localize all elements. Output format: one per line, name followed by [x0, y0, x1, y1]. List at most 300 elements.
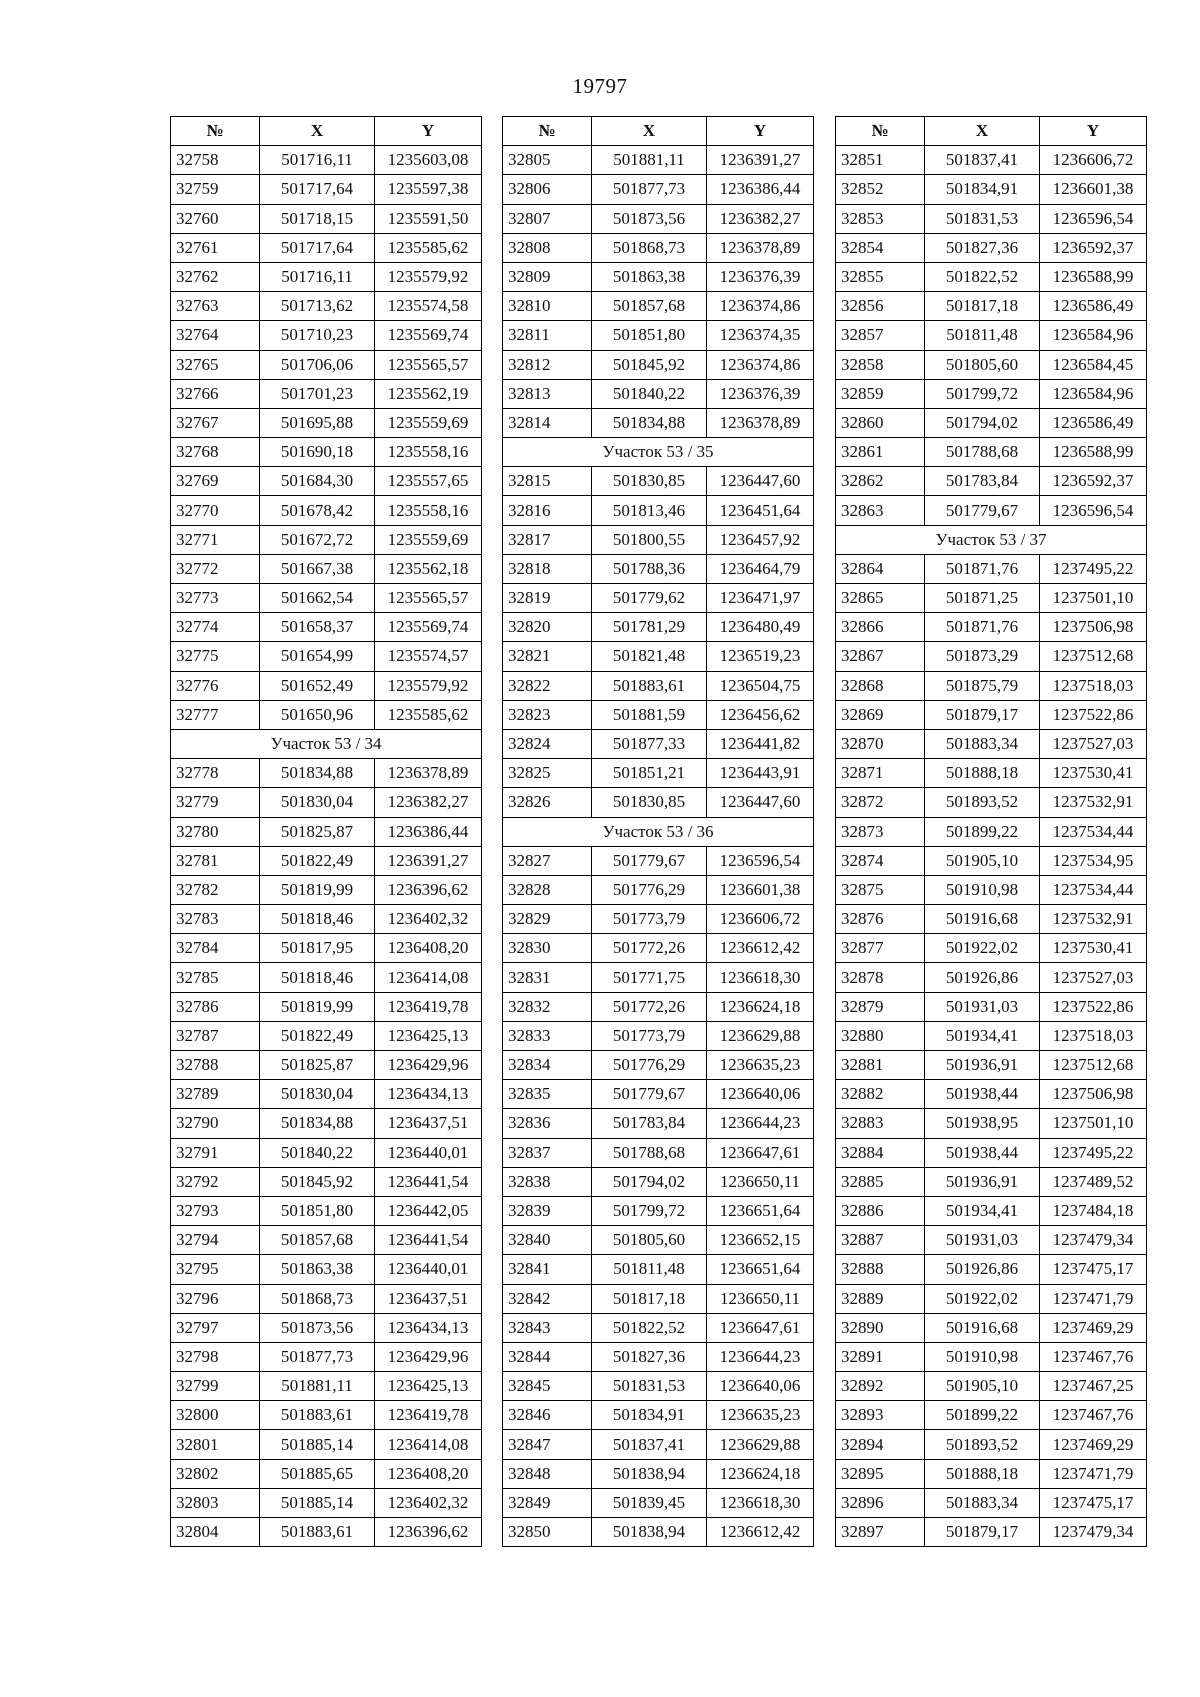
y-coordinate-cell: 1236443,91 — [707, 759, 814, 788]
y-coordinate-cell: 1237534,44 — [1040, 817, 1147, 846]
y-coordinate-cell: 1236386,44 — [375, 817, 482, 846]
point-number-cell: 32784 — [171, 934, 260, 963]
point-number-cell: 32845 — [503, 1372, 592, 1401]
point-number-cell: 32796 — [171, 1284, 260, 1313]
table-row — [836, 934, 1147, 963]
point-number-cell: 32774 — [171, 613, 260, 642]
table-row — [503, 759, 814, 788]
y-coordinate-cell: 1236441,54 — [375, 1167, 482, 1196]
point-number-cell: 32848 — [503, 1459, 592, 1488]
point-number-cell: 32792 — [171, 1167, 260, 1196]
y-coordinate-cell: 1236640,06 — [707, 1372, 814, 1401]
header-number: № — [503, 117, 592, 146]
y-coordinate-cell: 1235591,50 — [375, 204, 482, 233]
y-coordinate-cell: 1236635,23 — [707, 1051, 814, 1080]
y-coordinate-cell: 1237534,95 — [1040, 846, 1147, 875]
y-coordinate-cell: 1236374,35 — [707, 321, 814, 350]
x-coordinate-cell: 501821,48 — [592, 642, 707, 671]
point-number-cell: 32882 — [836, 1080, 925, 1109]
table-row — [171, 262, 482, 291]
x-coordinate-cell: 501851,21 — [592, 759, 707, 788]
x-coordinate-cell: 501834,88 — [260, 759, 375, 788]
point-number-cell: 32832 — [503, 992, 592, 1021]
x-coordinate-cell: 501822,52 — [925, 262, 1040, 291]
x-coordinate-cell: 501690,18 — [260, 438, 375, 467]
x-coordinate-cell: 501851,80 — [260, 1196, 375, 1225]
x-coordinate-cell: 501771,75 — [592, 963, 707, 992]
y-coordinate-cell: 1235557,65 — [375, 467, 482, 496]
point-number-cell: 32874 — [836, 846, 925, 875]
table-row — [171, 496, 482, 525]
table-row — [503, 671, 814, 700]
y-coordinate-cell: 1235565,57 — [375, 584, 482, 613]
y-coordinate-cell: 1235562,18 — [375, 554, 482, 583]
y-coordinate-cell: 1236425,13 — [375, 1372, 482, 1401]
table-row — [503, 1518, 814, 1547]
x-coordinate-cell: 501888,18 — [925, 759, 1040, 788]
x-coordinate-cell: 501905,10 — [925, 846, 1040, 875]
point-number-cell: 32759 — [171, 175, 260, 204]
x-coordinate-cell: 501822,52 — [592, 1313, 707, 1342]
point-number-cell: 32831 — [503, 963, 592, 992]
y-coordinate-cell: 1237532,91 — [1040, 788, 1147, 817]
x-coordinate-cell: 501885,14 — [260, 1430, 375, 1459]
point-number-cell: 32885 — [836, 1167, 925, 1196]
y-coordinate-cell: 1236606,72 — [1040, 146, 1147, 175]
point-number-cell: 32896 — [836, 1488, 925, 1517]
point-number-cell: 32864 — [836, 554, 925, 583]
x-coordinate-cell: 501701,23 — [260, 379, 375, 408]
table-row — [171, 1167, 482, 1196]
point-number-cell: 32818 — [503, 554, 592, 583]
table-row — [171, 963, 482, 992]
x-coordinate-cell: 501837,41 — [925, 146, 1040, 175]
table-row — [503, 379, 814, 408]
table-row — [503, 525, 814, 554]
point-number-cell: 32844 — [503, 1342, 592, 1371]
point-number-cell: 32828 — [503, 875, 592, 904]
table-row — [171, 467, 482, 496]
table-row — [836, 1138, 1147, 1167]
x-coordinate-cell: 501868,73 — [260, 1284, 375, 1313]
y-coordinate-cell: 1235574,58 — [375, 292, 482, 321]
x-coordinate-cell: 501818,46 — [260, 905, 375, 934]
point-number-cell: 32893 — [836, 1401, 925, 1430]
y-coordinate-cell: 1236447,60 — [707, 467, 814, 496]
table-row — [836, 1401, 1147, 1430]
x-coordinate-cell: 501839,45 — [592, 1488, 707, 1517]
table-row — [171, 1313, 482, 1342]
y-coordinate-cell: 1236374,86 — [707, 350, 814, 379]
x-coordinate-cell: 501794,02 — [592, 1167, 707, 1196]
point-number-cell: 32819 — [503, 584, 592, 613]
table-row — [836, 408, 1147, 437]
y-coordinate-cell: 1237495,22 — [1040, 554, 1147, 583]
table-row — [503, 350, 814, 379]
x-coordinate-cell: 501652,49 — [260, 671, 375, 700]
y-coordinate-cell: 1237512,68 — [1040, 1051, 1147, 1080]
table-row — [171, 1372, 482, 1401]
y-coordinate-cell: 1237506,98 — [1040, 1080, 1147, 1109]
y-coordinate-cell: 1236650,11 — [707, 1284, 814, 1313]
y-coordinate-cell: 1237471,79 — [1040, 1459, 1147, 1488]
table-row — [836, 292, 1147, 321]
x-coordinate-cell: 501926,86 — [925, 1255, 1040, 1284]
point-number-cell: 32880 — [836, 1021, 925, 1050]
point-number-cell: 32760 — [171, 204, 260, 233]
point-number-cell: 32816 — [503, 496, 592, 525]
point-number-cell: 32830 — [503, 934, 592, 963]
table-row — [503, 963, 814, 992]
x-coordinate-cell: 501883,61 — [592, 671, 707, 700]
section-row — [503, 817, 814, 846]
header-y: Y — [707, 117, 814, 146]
point-number-cell: 32859 — [836, 379, 925, 408]
point-number-cell: 32897 — [836, 1518, 925, 1547]
x-coordinate-cell: 501695,88 — [260, 408, 375, 437]
table-row — [836, 1226, 1147, 1255]
y-coordinate-cell: 1236588,99 — [1040, 438, 1147, 467]
table-row — [503, 1196, 814, 1225]
x-coordinate-cell: 501893,52 — [925, 788, 1040, 817]
table-row — [171, 1459, 482, 1488]
header-x: X — [925, 117, 1040, 146]
coordinate-table-3 — [835, 116, 1147, 1547]
point-number-cell: 32812 — [503, 350, 592, 379]
point-number-cell: 32803 — [171, 1488, 260, 1517]
x-coordinate-cell: 501783,84 — [925, 467, 1040, 496]
point-number-cell: 32761 — [171, 233, 260, 262]
x-coordinate-cell: 501851,80 — [592, 321, 707, 350]
x-coordinate-cell: 501931,03 — [925, 992, 1040, 1021]
table-body — [171, 146, 482, 1547]
x-coordinate-cell: 501885,14 — [260, 1488, 375, 1517]
x-coordinate-cell: 501877,73 — [260, 1342, 375, 1371]
y-coordinate-cell: 1237469,29 — [1040, 1313, 1147, 1342]
x-coordinate-cell: 501910,98 — [925, 1342, 1040, 1371]
x-coordinate-cell: 501873,56 — [592, 204, 707, 233]
x-coordinate-cell: 501881,11 — [592, 146, 707, 175]
y-coordinate-cell: 1236425,13 — [375, 1021, 482, 1050]
x-coordinate-cell: 501684,30 — [260, 467, 375, 496]
table-row — [503, 1080, 814, 1109]
table-row — [171, 1109, 482, 1138]
table-row — [836, 729, 1147, 758]
x-coordinate-cell: 501717,64 — [260, 233, 375, 262]
x-coordinate-cell: 501788,36 — [592, 554, 707, 583]
coordinate-table-1 — [170, 116, 482, 1547]
point-number-cell: 32866 — [836, 613, 925, 642]
x-coordinate-cell: 501779,62 — [592, 584, 707, 613]
point-number-cell: 32889 — [836, 1284, 925, 1313]
point-number-cell: 32855 — [836, 262, 925, 291]
table-row — [836, 1284, 1147, 1313]
point-number-cell: 32870 — [836, 729, 925, 758]
y-coordinate-cell: 1235558,16 — [375, 496, 482, 525]
table-row — [171, 905, 482, 934]
section-row — [171, 729, 482, 758]
x-coordinate-cell: 501658,37 — [260, 613, 375, 642]
table-row — [171, 408, 482, 437]
point-number-cell: 32782 — [171, 875, 260, 904]
x-coordinate-cell: 501667,38 — [260, 554, 375, 583]
x-coordinate-cell: 501871,76 — [925, 554, 1040, 583]
point-number-cell: 32856 — [836, 292, 925, 321]
table-row — [503, 204, 814, 233]
page-number: 19797 — [572, 74, 628, 98]
point-number-cell: 32802 — [171, 1459, 260, 1488]
y-coordinate-cell: 1236464,79 — [707, 554, 814, 583]
point-number-cell: 32881 — [836, 1051, 925, 1080]
y-coordinate-cell: 1235559,69 — [375, 408, 482, 437]
table-row — [836, 321, 1147, 350]
table-header-row — [171, 117, 482, 146]
section-title: Участок 53 / 35 — [503, 438, 814, 467]
y-coordinate-cell: 1236519,23 — [707, 642, 814, 671]
x-coordinate-cell: 501922,02 — [925, 1284, 1040, 1313]
x-coordinate-cell: 501879,17 — [925, 1518, 1040, 1547]
point-number-cell: 32808 — [503, 233, 592, 262]
x-coordinate-cell: 501916,68 — [925, 905, 1040, 934]
table-row — [836, 1342, 1147, 1371]
x-coordinate-cell: 501938,44 — [925, 1080, 1040, 1109]
x-coordinate-cell: 501819,99 — [260, 992, 375, 1021]
x-coordinate-cell: 501779,67 — [925, 496, 1040, 525]
y-coordinate-cell: 1237467,25 — [1040, 1372, 1147, 1401]
y-coordinate-cell: 1236440,01 — [375, 1138, 482, 1167]
table-row — [171, 642, 482, 671]
table-row — [503, 1021, 814, 1050]
point-number-cell: 32888 — [836, 1255, 925, 1284]
y-coordinate-cell: 1235579,92 — [375, 262, 482, 291]
table-row — [503, 554, 814, 583]
y-coordinate-cell: 1236584,96 — [1040, 321, 1147, 350]
point-number-cell: 32814 — [503, 408, 592, 437]
point-number-cell: 32799 — [171, 1372, 260, 1401]
point-number-cell: 32810 — [503, 292, 592, 321]
x-coordinate-cell: 501827,36 — [592, 1342, 707, 1371]
table-row — [836, 350, 1147, 379]
table-row — [503, 467, 814, 496]
x-coordinate-cell: 501773,79 — [592, 905, 707, 934]
point-number-cell: 32787 — [171, 1021, 260, 1050]
y-coordinate-cell: 1235562,19 — [375, 379, 482, 408]
point-number-cell: 32778 — [171, 759, 260, 788]
x-coordinate-cell: 501779,67 — [592, 1080, 707, 1109]
x-coordinate-cell: 501825,87 — [260, 817, 375, 846]
point-number-cell: 32781 — [171, 846, 260, 875]
y-coordinate-cell: 1236601,38 — [707, 875, 814, 904]
x-coordinate-cell: 501818,46 — [260, 963, 375, 992]
point-number-cell: 32890 — [836, 1313, 925, 1342]
point-number-cell: 32800 — [171, 1401, 260, 1430]
table-row — [836, 1080, 1147, 1109]
point-number-cell: 32763 — [171, 292, 260, 321]
table-row — [503, 934, 814, 963]
y-coordinate-cell: 1235559,69 — [375, 525, 482, 554]
x-coordinate-cell: 501936,91 — [925, 1167, 1040, 1196]
table-row — [503, 788, 814, 817]
point-number-cell: 32788 — [171, 1051, 260, 1080]
table-row — [503, 262, 814, 291]
y-coordinate-cell: 1237527,03 — [1040, 963, 1147, 992]
x-coordinate-cell: 501893,52 — [925, 1430, 1040, 1459]
table-row — [503, 1459, 814, 1488]
y-coordinate-cell: 1236437,51 — [375, 1284, 482, 1313]
point-number-cell: 32862 — [836, 467, 925, 496]
coordinate-table-2 — [502, 116, 814, 1547]
x-coordinate-cell: 501776,29 — [592, 875, 707, 904]
point-number-cell: 32821 — [503, 642, 592, 671]
table-row — [836, 700, 1147, 729]
table-row — [836, 1372, 1147, 1401]
x-coordinate-cell: 501875,79 — [925, 671, 1040, 700]
table-row — [503, 321, 814, 350]
y-coordinate-cell: 1236651,64 — [707, 1196, 814, 1225]
x-coordinate-cell: 501877,33 — [592, 729, 707, 758]
table-row — [503, 1138, 814, 1167]
section-title: Участок 53 / 37 — [836, 525, 1147, 554]
y-coordinate-cell: 1236441,54 — [375, 1226, 482, 1255]
point-number-cell: 32868 — [836, 671, 925, 700]
y-coordinate-cell: 1236584,96 — [1040, 379, 1147, 408]
y-coordinate-cell: 1236451,64 — [707, 496, 814, 525]
y-coordinate-cell: 1237522,86 — [1040, 992, 1147, 1021]
point-number-cell: 32887 — [836, 1226, 925, 1255]
x-coordinate-cell: 501868,73 — [592, 233, 707, 262]
table-row — [503, 1342, 814, 1371]
y-coordinate-cell: 1236429,96 — [375, 1051, 482, 1080]
x-coordinate-cell: 501799,72 — [592, 1196, 707, 1225]
table-row — [836, 554, 1147, 583]
table-row — [836, 467, 1147, 496]
x-coordinate-cell: 501834,91 — [925, 175, 1040, 204]
table-row — [171, 1518, 482, 1547]
table-row — [836, 1196, 1147, 1225]
point-number-cell: 32854 — [836, 233, 925, 262]
point-number-cell: 32860 — [836, 408, 925, 437]
point-number-cell: 32857 — [836, 321, 925, 350]
point-number-cell: 32838 — [503, 1167, 592, 1196]
point-number-cell: 32850 — [503, 1518, 592, 1547]
table-row — [171, 1021, 482, 1050]
y-coordinate-cell: 1236647,61 — [707, 1313, 814, 1342]
x-coordinate-cell: 501899,22 — [925, 817, 1040, 846]
x-coordinate-cell: 501834,88 — [592, 408, 707, 437]
point-number-cell: 32849 — [503, 1488, 592, 1517]
y-coordinate-cell: 1237489,52 — [1040, 1167, 1147, 1196]
point-number-cell: 32869 — [836, 700, 925, 729]
y-coordinate-cell: 1236471,97 — [707, 584, 814, 613]
x-coordinate-cell: 501883,34 — [925, 729, 1040, 758]
y-coordinate-cell: 1237501,10 — [1040, 584, 1147, 613]
point-number-cell: 32863 — [836, 496, 925, 525]
point-number-cell: 32807 — [503, 204, 592, 233]
y-coordinate-cell: 1236592,37 — [1040, 233, 1147, 262]
header-x: X — [592, 117, 707, 146]
y-coordinate-cell: 1237469,29 — [1040, 1430, 1147, 1459]
point-number-cell: 32842 — [503, 1284, 592, 1313]
y-coordinate-cell: 1236635,23 — [707, 1401, 814, 1430]
y-coordinate-cell: 1236374,86 — [707, 292, 814, 321]
x-coordinate-cell: 501773,79 — [592, 1021, 707, 1050]
y-coordinate-cell: 1236437,51 — [375, 1109, 482, 1138]
table-row — [503, 584, 814, 613]
x-coordinate-cell: 501934,41 — [925, 1021, 1040, 1050]
y-coordinate-cell: 1236382,27 — [707, 204, 814, 233]
table-row — [171, 759, 482, 788]
point-number-cell: 32878 — [836, 963, 925, 992]
table-row — [171, 1488, 482, 1517]
y-coordinate-cell: 1236624,18 — [707, 992, 814, 1021]
point-number-cell: 32895 — [836, 1459, 925, 1488]
y-coordinate-cell: 1236447,60 — [707, 788, 814, 817]
x-coordinate-cell: 501817,18 — [592, 1284, 707, 1313]
point-number-cell: 32804 — [171, 1518, 260, 1547]
table-header-row — [503, 117, 814, 146]
x-coordinate-cell: 501831,53 — [592, 1372, 707, 1401]
point-number-cell: 32824 — [503, 729, 592, 758]
y-coordinate-cell: 1236378,89 — [375, 759, 482, 788]
x-coordinate-cell: 501713,62 — [260, 292, 375, 321]
table-row — [171, 233, 482, 262]
y-coordinate-cell: 1237530,41 — [1040, 934, 1147, 963]
point-number-cell: 32811 — [503, 321, 592, 350]
table-row — [836, 1430, 1147, 1459]
x-coordinate-cell: 501830,04 — [260, 788, 375, 817]
point-number-cell: 32765 — [171, 350, 260, 379]
y-coordinate-cell: 1236408,20 — [375, 1459, 482, 1488]
x-coordinate-cell: 501779,67 — [592, 846, 707, 875]
y-coordinate-cell: 1237475,17 — [1040, 1488, 1147, 1517]
table-row — [503, 1401, 814, 1430]
y-coordinate-cell: 1235574,57 — [375, 642, 482, 671]
point-number-cell: 32892 — [836, 1372, 925, 1401]
y-coordinate-cell: 1236588,99 — [1040, 262, 1147, 291]
y-coordinate-cell: 1235558,16 — [375, 438, 482, 467]
y-coordinate-cell: 1237534,44 — [1040, 875, 1147, 904]
x-coordinate-cell: 501710,23 — [260, 321, 375, 350]
x-coordinate-cell: 501706,06 — [260, 350, 375, 379]
section-row — [503, 438, 814, 467]
table-row — [503, 729, 814, 758]
y-coordinate-cell: 1236382,27 — [375, 788, 482, 817]
x-coordinate-cell: 501788,68 — [592, 1138, 707, 1167]
table-row — [836, 438, 1147, 467]
point-number-cell: 32865 — [836, 584, 925, 613]
x-coordinate-cell: 501840,22 — [260, 1138, 375, 1167]
x-coordinate-cell: 501805,60 — [925, 350, 1040, 379]
table-row — [171, 1255, 482, 1284]
point-number-cell: 32773 — [171, 584, 260, 613]
x-coordinate-cell: 501825,87 — [260, 1051, 375, 1080]
point-number-cell: 32813 — [503, 379, 592, 408]
header-y: Y — [1040, 117, 1147, 146]
y-coordinate-cell: 1236419,78 — [375, 1401, 482, 1430]
x-coordinate-cell: 501672,72 — [260, 525, 375, 554]
table-row — [503, 1109, 814, 1138]
x-coordinate-cell: 501650,96 — [260, 700, 375, 729]
table-body — [503, 146, 814, 1547]
y-coordinate-cell: 1236629,88 — [707, 1430, 814, 1459]
point-number-cell: 32797 — [171, 1313, 260, 1342]
point-number-cell: 32841 — [503, 1255, 592, 1284]
table-row — [836, 496, 1147, 525]
header-y: Y — [375, 117, 482, 146]
table-row — [171, 204, 482, 233]
table-row — [836, 204, 1147, 233]
table-row — [836, 146, 1147, 175]
